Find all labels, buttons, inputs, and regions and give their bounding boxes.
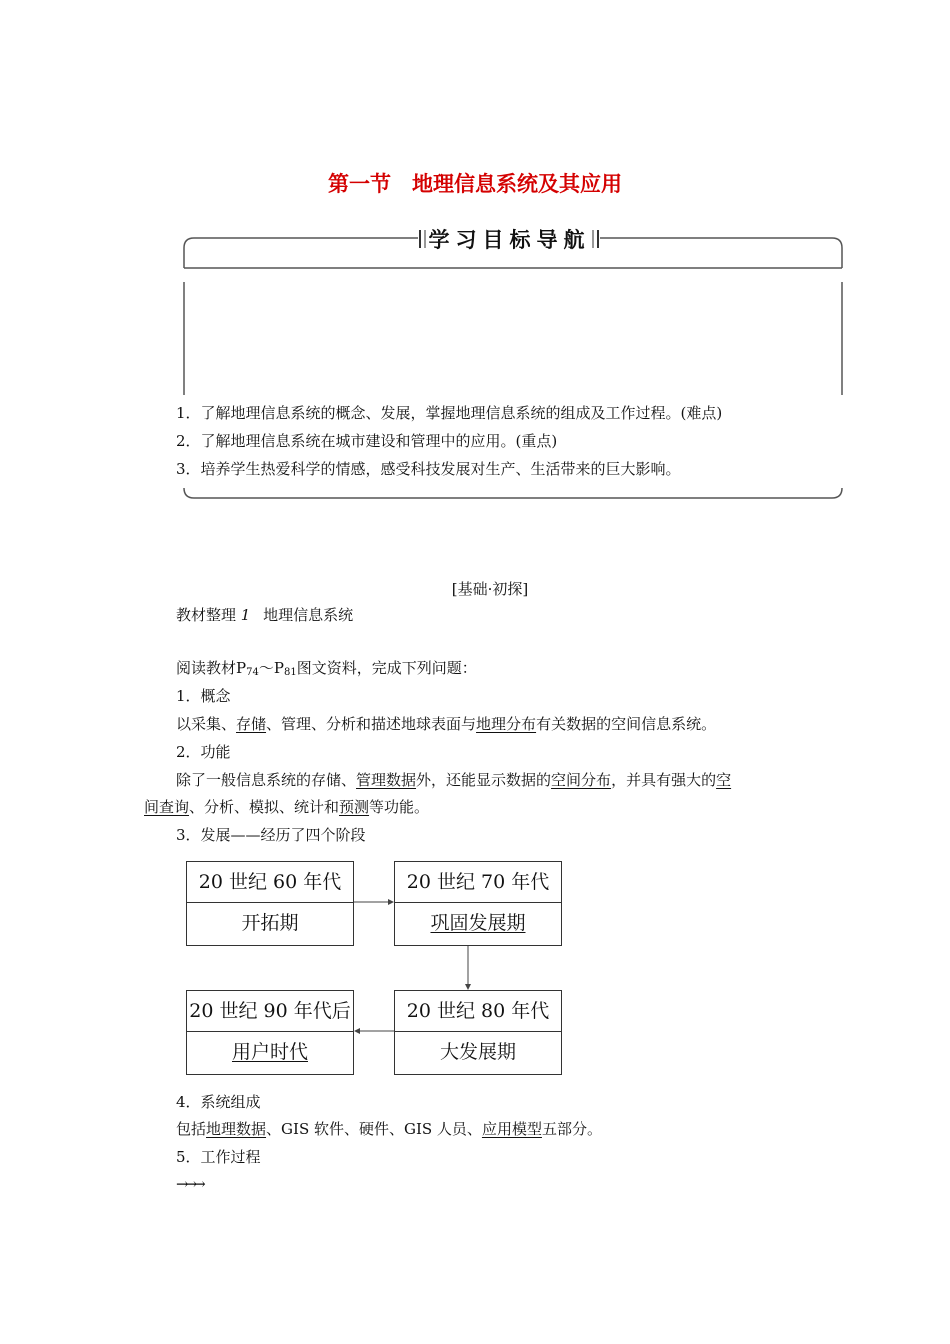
stage-era: 20 世纪 80 年代: [395, 991, 561, 1032]
page-ref-sep: ～: [258, 659, 274, 677]
stage-name: [395, 903, 561, 944]
stage-era: 20 世纪 70 年代: [395, 862, 561, 903]
concept-text-part: 有关数据的空间信息系统。: [536, 715, 717, 733]
stage-name: 大发展期: [439, 1041, 516, 1063]
objective-item-2: 2．了解地理信息系统在城市建设和管理中的应用。(重点): [176, 432, 558, 450]
stage-name: 开拓期: [241, 912, 299, 934]
function-text-part: ，并具有强大的: [611, 771, 717, 789]
function-text-part: 外，还能显示数据的: [416, 771, 552, 789]
objective-item-3: 3．培养学生热爱科学的情感，感受科技发展对生产、生活带来的巨大影响。: [176, 460, 681, 478]
function-answer-prediction: 预测: [339, 798, 370, 816]
stage-box-1960s: [186, 861, 354, 946]
composition-answer-model: 应用模型: [481, 1120, 542, 1138]
objective-item-1: 1．了解地理信息系统的概念、发展，掌握地理信息系统的组成及工作过程。(难点): [176, 404, 723, 422]
stage-box-1990s: [186, 990, 354, 1075]
concept-text-part: 、管理、分析和描述地球表面与: [266, 715, 477, 733]
page-ref-start-sub: 74: [246, 667, 259, 678]
composition-heading: 4．系统组成: [176, 1093, 261, 1111]
process-heading: 5．工作过程: [176, 1148, 261, 1166]
function-answer-manage-data: 管理数据: [356, 771, 417, 789]
concept-text-part: 以采集、: [176, 715, 237, 733]
composition-text-part: 包括: [176, 1120, 207, 1138]
composition-text-part: 五部分。: [541, 1120, 602, 1138]
composition-text: [176, 1119, 602, 1139]
reading-prefix: 阅读教材: [176, 659, 237, 677]
concept-answer-storage: 存储: [236, 715, 267, 733]
stage-box-1970s: [394, 861, 562, 946]
development-heading: 3．发展——经历了四个阶段: [176, 826, 366, 844]
function-answer-spatial-distribution: 空间分布: [551, 771, 612, 789]
function-answer-spatial-query-start: 空: [716, 771, 732, 789]
function-answer-spatial-query-end: 间查询: [144, 798, 190, 816]
function-text-part: 等功能。: [369, 798, 430, 816]
stage-box-1980s: [394, 990, 562, 1075]
composition-text-part: 、GIS 软件、硬件、GIS 人员、: [266, 1120, 482, 1138]
concept-heading: 1．概念: [176, 687, 231, 705]
stage-era: 20 世纪 90 年代后: [187, 991, 353, 1032]
reading-suffix: 图文资料，完成下列问题：: [296, 659, 477, 677]
function-heading: 2．功能: [176, 743, 231, 761]
stage-name: [187, 1032, 353, 1073]
page-ref-end-sub: 81: [283, 667, 297, 678]
section-tag: [基础·初探]: [451, 580, 529, 598]
stage-era: 20 世纪 60 年代: [187, 862, 353, 903]
page-ref-start: P: [236, 659, 247, 677]
material-heading-prefix: 教材整理: [176, 606, 237, 624]
objectives-header: 学习目标导航: [428, 228, 591, 252]
process-arrows: →→→: [176, 1175, 202, 1193]
page-ref-end: P: [273, 659, 284, 677]
stage-name-answer: 巩固发展期: [430, 912, 526, 934]
function-text-part: 、分析、模拟、统计和: [189, 798, 340, 816]
material-heading-text: 地理信息系统: [263, 606, 354, 624]
concept-answer-distribution: 地理分布: [476, 715, 537, 733]
stage-name-answer: 用户时代: [231, 1041, 308, 1063]
function-text-part: 除了一般信息系统的存储、: [176, 771, 357, 789]
material-heading-number: 1: [240, 606, 251, 624]
composition-answer-geo-data: 地理数据: [206, 1120, 267, 1138]
page-title: 第一节 地理信息系统及其应用: [328, 172, 622, 196]
